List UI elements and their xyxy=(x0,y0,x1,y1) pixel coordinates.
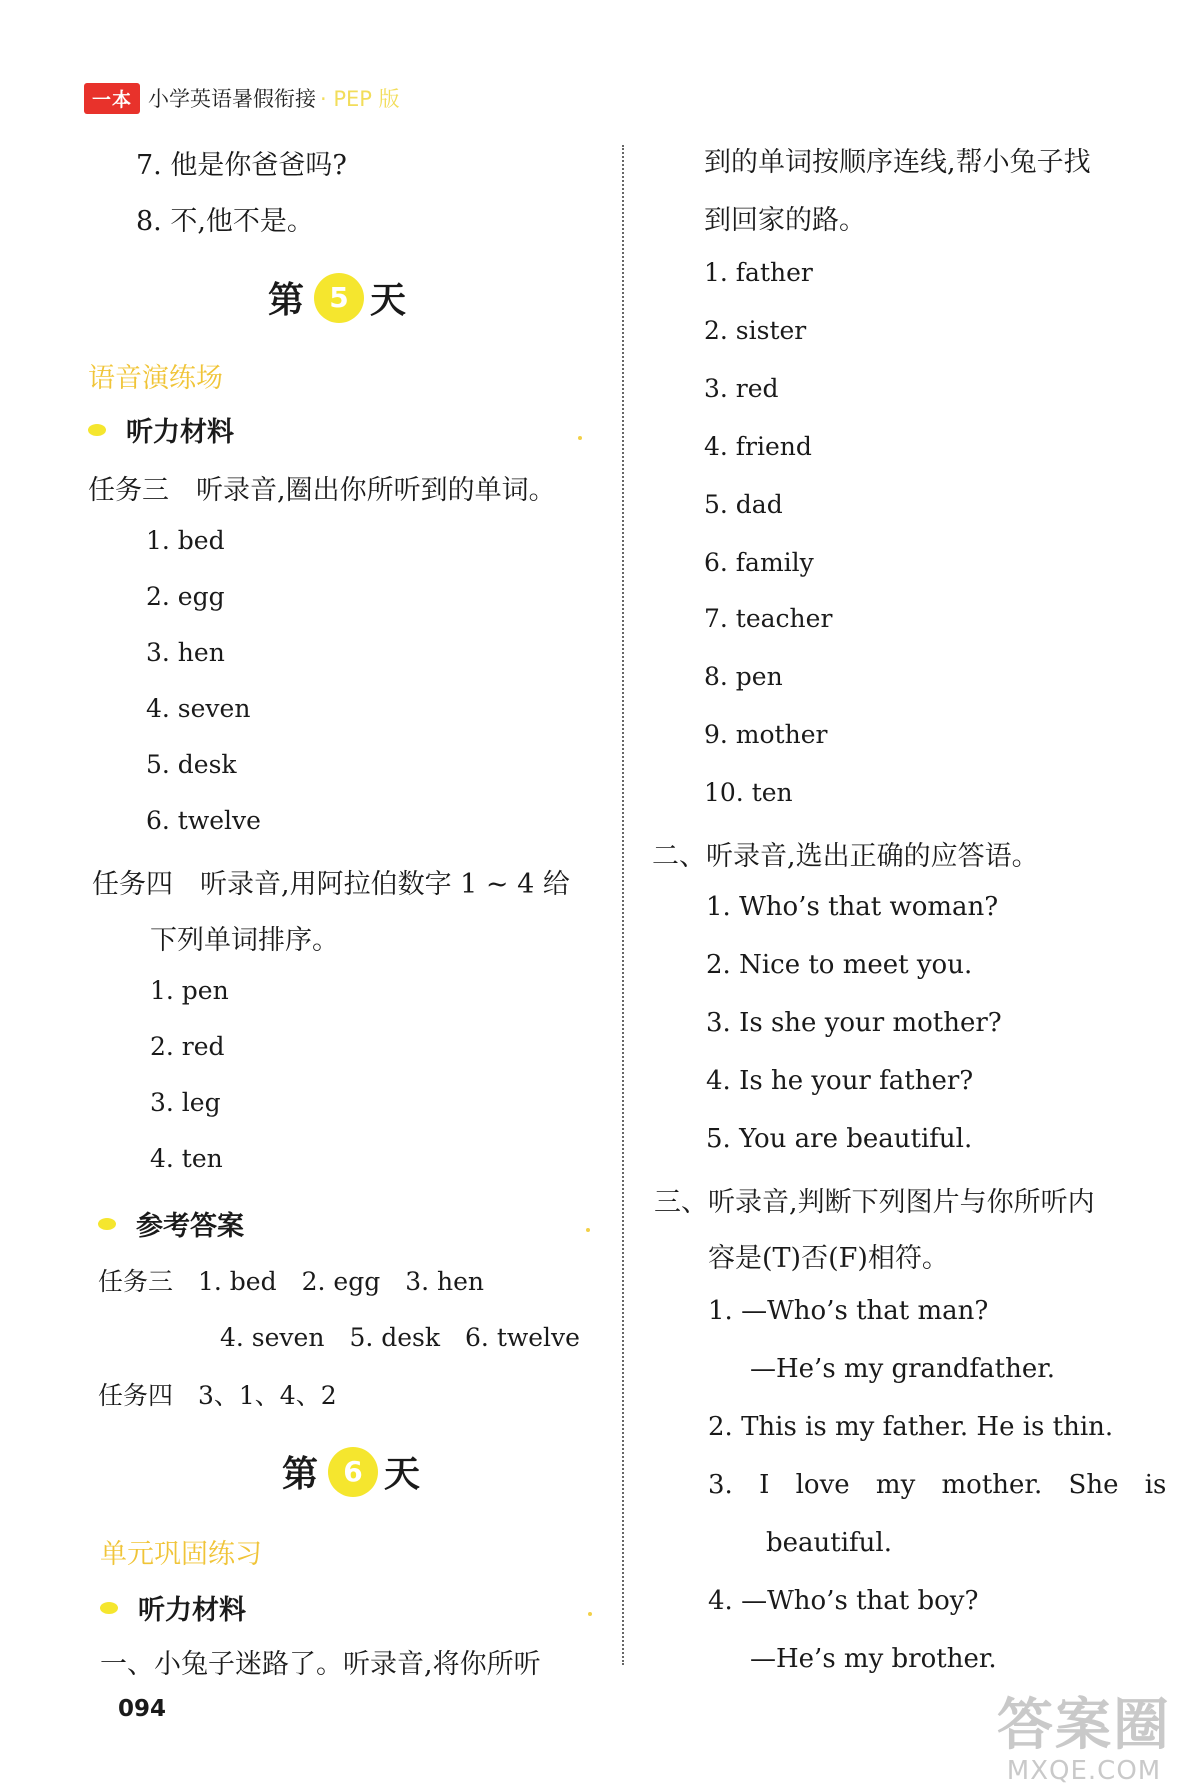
question-title: 二、听录音,选出正确的应答语。 xyxy=(652,841,1039,872)
task-title: 任务四 听录音,用阿拉伯数字 1 ~ 4 给 xyxy=(92,869,570,900)
list-item: 6. twelve xyxy=(146,806,261,835)
sub-heading xyxy=(100,1588,246,1627)
list-item: 4. friend xyxy=(704,432,812,461)
list-item: 1. bed xyxy=(146,526,225,555)
edition-label: · PEP 版 xyxy=(320,87,400,111)
list-item: 3. red xyxy=(704,374,779,403)
watermark-main: 答案圈 xyxy=(997,1693,1171,1758)
running-header xyxy=(84,82,400,114)
list-item: 2. egg xyxy=(146,582,225,611)
task-title-cont: 下列单词排序。 xyxy=(150,925,339,956)
day-prefix: 第 xyxy=(282,1454,319,1495)
sub-heading xyxy=(98,1204,244,1243)
speck xyxy=(586,1228,590,1232)
list-item: 5. You are beautiful. xyxy=(706,1124,973,1154)
page-number: 094 xyxy=(118,1696,167,1722)
dialogue-line: 2. This is my father. He is thin. xyxy=(708,1412,1114,1442)
list-item: 2. Nice to meet you. xyxy=(706,950,973,980)
watermark-sub: MXQE.COM xyxy=(1006,1756,1162,1786)
dialogue-line: beautiful. xyxy=(766,1528,892,1558)
list-item: 1. father xyxy=(704,258,813,287)
list-item: 3. hen xyxy=(146,638,225,667)
answer-line: 任务四 3、1、4、2 xyxy=(98,1381,337,1410)
dialogue-line: —He’s my brother. xyxy=(750,1644,997,1674)
dialogue-line: 3. I love my mother. She is xyxy=(708,1470,1167,1500)
watermark xyxy=(997,1693,1171,1786)
left-line: 7. 他是你爸爸吗? xyxy=(136,150,347,181)
task-title: 任务三 听录音,圈出你所听到的单词。 xyxy=(88,475,556,506)
speck xyxy=(588,1612,592,1616)
list-item: 1. Who’s that woman? xyxy=(706,892,999,922)
section-title: 单元巩固练习 xyxy=(100,1539,262,1570)
bullet-dot-icon xyxy=(88,424,106,436)
day-number-badge: 6 xyxy=(328,1447,378,1497)
section-title: 语音演练场 xyxy=(88,363,223,394)
dialogue-line: —He’s my grandfather. xyxy=(750,1354,1056,1384)
dialogue-line: 4. —Who’s that boy? xyxy=(708,1586,979,1616)
dialogue-line: 1. —Who’s that man? xyxy=(708,1296,989,1326)
day-suffix: 天 xyxy=(384,1454,421,1495)
list-item: 8. pen xyxy=(704,662,783,691)
day5-heading xyxy=(268,272,406,323)
list-item: 9. mother xyxy=(704,720,828,749)
answer-line: 4. seven 5. desk 6. twelve xyxy=(220,1323,580,1352)
question-title-cont: 到的单词按顺序连线,帮小兔子找 xyxy=(704,147,1091,178)
answer-line: 任务三 1. bed 2. egg 3. hen xyxy=(98,1267,484,1296)
left-line: 8. 不,他不是。 xyxy=(136,206,314,237)
day-suffix: 天 xyxy=(370,280,407,321)
list-item: 5. dad xyxy=(704,490,783,519)
question-title: 三、听录音,判断下列图片与你所听内 xyxy=(654,1187,1095,1218)
list-item: 3. leg xyxy=(150,1088,221,1117)
list-item: 5. desk xyxy=(146,750,237,779)
list-item: 7. teacher xyxy=(704,604,833,633)
bullet-dot-icon xyxy=(100,1602,118,1614)
sub-heading xyxy=(88,410,234,449)
list-item: 4. ten xyxy=(150,1144,223,1173)
speck xyxy=(578,436,582,440)
list-item: 2. sister xyxy=(704,316,807,345)
list-item: 1. pen xyxy=(150,976,229,1005)
sub-heading-label: 听力材料 xyxy=(138,1595,246,1626)
sub-heading-label: 听力材料 xyxy=(126,417,234,448)
sub-heading-label: 参考答案 xyxy=(136,1211,244,1242)
day-prefix: 第 xyxy=(268,280,305,321)
list-item: 6. family xyxy=(704,548,814,577)
list-item: 2. red xyxy=(150,1032,225,1061)
column-divider xyxy=(622,145,624,1665)
day6-heading xyxy=(282,1446,420,1497)
list-item: 4. Is he your father? xyxy=(706,1066,974,1096)
list-item: 4. seven xyxy=(146,694,251,723)
brand-logo: 一本 xyxy=(84,83,140,114)
question-title-cont: 容是(T)否(F)相符。 xyxy=(708,1243,949,1274)
series-title: 小学英语暑假衔接 xyxy=(148,87,317,111)
question-title-cont: 到回家的路。 xyxy=(704,205,866,236)
bullet-dot-icon xyxy=(98,1218,116,1230)
question-title: 一、小兔子迷路了。听录音,将你所听 xyxy=(100,1649,541,1680)
day-number-badge: 5 xyxy=(314,273,364,323)
list-item: 3. Is she your mother? xyxy=(706,1008,1002,1038)
list-item: 10. ten xyxy=(704,778,793,807)
